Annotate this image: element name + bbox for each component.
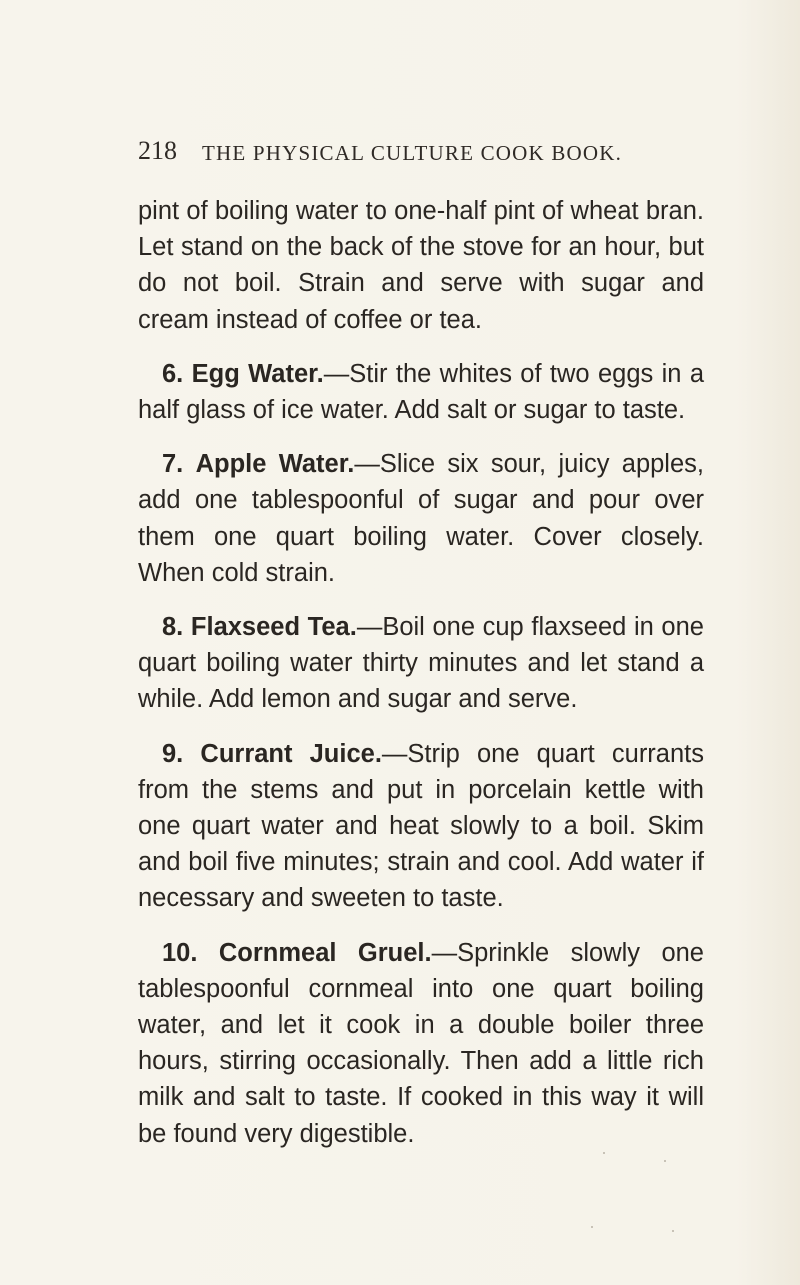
recipe-title: Apple Water.: [195, 450, 355, 479]
page-number: 218: [138, 136, 177, 165]
recipe-text: —Sprinkle slowly one tablespoonful cornmeal into one quart boiling water, and let it cook in a double boiler three hours, stirring occasionally. Then add a little rich milk and salt to taste. If cooked in this way it will be found very digestible.: [138, 938, 704, 1148]
recipe-number: 9.: [162, 739, 184, 768]
recipe-egg-water: [138, 356, 704, 428]
recipe-apple-water: [138, 446, 704, 591]
recipe-number: 8.: [162, 613, 184, 642]
paper-speck: [591, 1226, 593, 1228]
recipe-title: Cornmeal Gruel.: [218, 938, 432, 967]
recipe-text: —Stir the whites of two eggs in a half glass of ice water. Add salt or sugar to taste.: [138, 359, 705, 425]
paragraph-text: pint of boiling water to one-half pint of wheat bran. Let stand on the back of the stove for an hour, but do not boil. Strain and serve with sugar and cream instead of coffee or tea.: [138, 197, 704, 334]
recipe-flaxseed-tea: [138, 609, 704, 718]
paper-speck: [664, 1160, 666, 1162]
recipe-title: Flaxseed Tea.: [190, 613, 357, 642]
recipe-cornmeal-gruel: [138, 935, 704, 1152]
recipe-text: —Strip one quart currants from the stems and put in porcelain kettle with one quart water and heat slowly to a boil. Skim and boil five minutes; strain and cool. Add water if necessary and sweeten to taste.: [138, 739, 705, 913]
recipe-number: 6.: [162, 359, 184, 388]
paper-speck: [603, 1152, 605, 1154]
paragraph-continuation: [138, 193, 704, 338]
recipe-title: Egg Water.: [191, 359, 324, 388]
recipe-text: —Slice six sour, juicy apples, add one tablespoonful of sugar and pour over them one quart boiling water. Cover closely. When cold strain.: [138, 450, 704, 587]
recipe-text: —Boil one cup flaxseed in one quart boiling water thirty minutes and let stand a while. Add lemon and sugar and serve.: [138, 613, 704, 714]
recipe-currant-juice: [138, 736, 704, 917]
running-title: THE PHYSICAL CULTURE COOK BOOK.: [202, 141, 623, 165]
page-header: [138, 136, 698, 172]
recipe-number: 7.: [162, 450, 184, 479]
paper-speck: [672, 1230, 674, 1232]
body-text: [138, 193, 704, 1170]
recipe-title: Currant Juice.: [200, 739, 382, 768]
recipe-number: 10.: [162, 938, 198, 967]
